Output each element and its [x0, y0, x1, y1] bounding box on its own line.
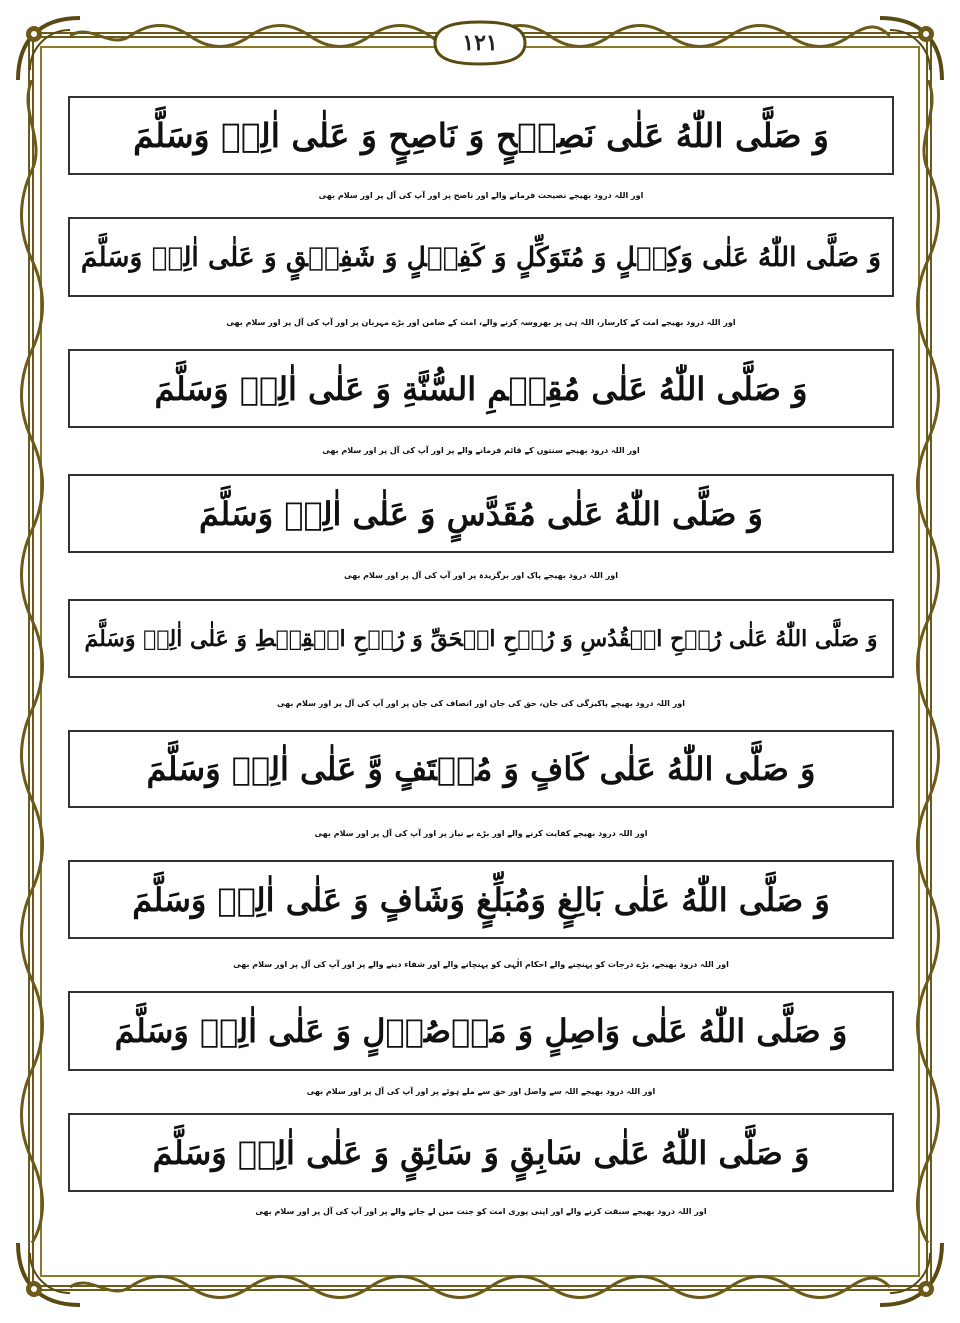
arabic-verse: وَ صَلَّى اللّٰهُ عَلٰى وَكِيۡلٍ وَ مُتَوَكِّلٍ وَ كَفِيۡلٍ وَ شَفِيۡقٍ وَ عَلٰى اٰلِهٖ وَسَلَّمَ: [80, 241, 882, 273]
vine-ornament-right: [914, 80, 942, 1243]
urdu-translation: اور اللہ درود بھیجے، بڑے درجات کو پہنچنے والے احکام الٰہی کو پہنچانے والے اور شفاء دینے والے پر اور آپ کی آل پر اور سلام بھی: [233, 960, 729, 969]
vine-ornament-bottom: [70, 1273, 890, 1301]
verse-box: [68, 599, 894, 678]
arabic-verse: وَ صَلَّى اللّٰهُ عَلٰى بَالِغٍ وَمُبَلِّغٍ وَشَافٍ وَ عَلٰى اٰلِهٖ وَسَلَّمَ: [132, 880, 830, 919]
page-number: ۱۲۱: [462, 30, 498, 56]
corner-ornament-top-left: [10, 10, 90, 90]
arabic-verse: وَ صَلَّى اللّٰهُ عَلٰى مُقِيۡمِ السُّنَّةِ وَ عَلٰى اٰلِهٖ وَسَلَّمَ: [154, 369, 808, 408]
arabic-verse: وَ صَلَّى اللّٰهُ عَلٰى وَاصِلٍ وَ مَوۡصُوۡلٍ وَ عَلٰى اٰلِهٖ وَسَلَّمَ: [114, 1012, 848, 1050]
verse-box: [68, 991, 894, 1071]
arabic-verse: وَ صَلَّى اللّٰهُ عَلٰى مُقَدَّسٍ وَ عَلٰى اٰلِهٖ وَسَلَّمَ: [199, 494, 763, 533]
verse-box: [68, 730, 894, 808]
verse-box: [68, 96, 894, 175]
urdu-translation: اور اللہ درود بھیجے نصیحت فرمانے والے اور ناصح پر اور آپ کی آل پر اور سلام بھی: [318, 191, 644, 200]
urdu-translation: اور اللہ درود بھیجے اللہ سے واصل اور حق سے ملے ہوئے پر اور آپ کی آل پر اور سلام بھی: [306, 1087, 656, 1096]
arabic-verse: وَ صَلَّى اللّٰهُ عَلٰى سَابِقٍ وَ سَائِقٍ وَ عَلٰى اٰلِهٖ وَسَلَّمَ: [152, 1133, 810, 1172]
corner-ornament-top-right: [870, 10, 950, 90]
urdu-translation: اور اللہ درود بھیجے امت کے کارساز، اللہ ہی پر بھروسہ کرنے والے، امت کے ضامن اور بڑے مہربان پر اور آپ کی آل پر اور سلام بھی: [226, 318, 736, 327]
page-number-cartouche: [425, 18, 535, 68]
page-content: [68, 96, 894, 1232]
urdu-translation: اور اللہ درود بھیجے پاک اور برگزیدہ پر اور آپ کی آل پر اور سلام بھی: [343, 571, 619, 580]
verse-box: [68, 217, 894, 297]
corner-ornament-bottom-right: [870, 1233, 950, 1313]
verse-box: [68, 349, 894, 428]
arabic-verse: وَ صَلَّى اللّٰهُ عَلٰى كَافٍ وَ مُكۡتَفٍ وَّ عَلٰى اٰلِهٖ وَسَلَّمَ: [146, 750, 816, 788]
urdu-translation: اور اللہ درود بھیجے سبقت کرنے والے اور اپنی پوری امت کو جنت میں لے جانے والے پر اور آپ کی آل پر اور سلام بھی: [255, 1207, 707, 1216]
vine-ornament-left: [18, 80, 46, 1243]
verse-box: [68, 474, 894, 553]
arabic-verse: وَ صَلَّى اللّٰهُ عَلٰى رُوۡحِ الۡقُدُسِ وَ رُوۡحِ الۡحَقِّ وَ رُوۡحِ الۡقِسۡطِ وَ عَلٰى اٰلِهٖ وَسَلَّمَ: [84, 625, 878, 652]
urdu-translation: اور اللہ درود بھیجے سنتوں کے قائم فرمانے والے پر اور آپ کی آل پر اور سلام بھی: [322, 446, 640, 455]
urdu-translation: اور اللہ درود بھیجے پاکیزگی کی جان، حق کی جان اور انصاف کی جان پر اور آپ کی آل پر اور سلام بھی: [276, 699, 686, 708]
arabic-verse: وَ صَلَّى اللّٰهُ عَلٰى نَصِيۡحٍ وَ نَاصِحٍ وَ عَلٰى اٰلِهٖ وَسَلَّمَ: [133, 116, 829, 155]
verse-box: [68, 860, 894, 939]
urdu-translation: اور اللہ درود بھیجے کفایت کرنے والے اور بڑے بے نیاز پر اور آپ کی آل پر اور سلام بھی: [314, 829, 648, 838]
verse-box: [68, 1113, 894, 1192]
corner-ornament-bottom-left: [10, 1233, 90, 1313]
